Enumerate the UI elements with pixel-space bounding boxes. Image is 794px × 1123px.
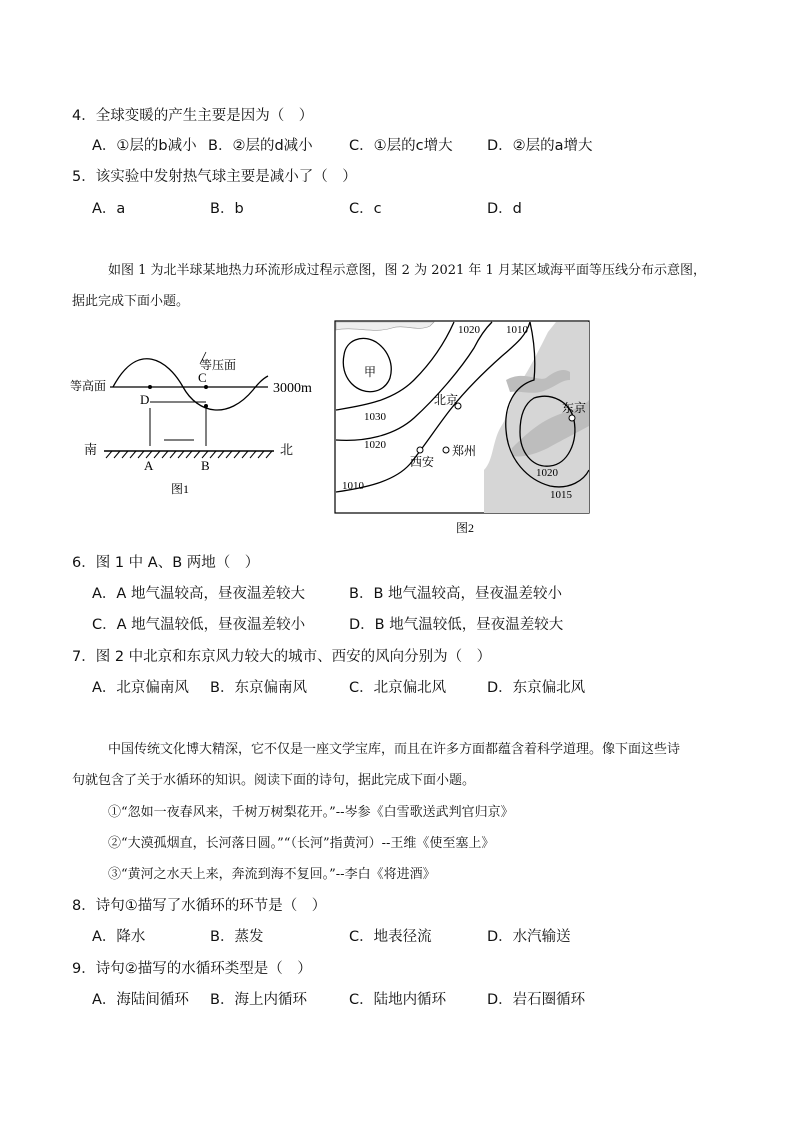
ground-hatching: [106, 451, 272, 458]
question-7-stem: 7．图 2 中北京和东京风力较大的城市、西安的风向分别为（ ）: [72, 649, 492, 665]
intro-3-line-2: 句就包含了关于水循环的知识。阅读下面的诗句，据此完成下面小题。: [72, 773, 476, 788]
place-tokyo: 东京: [562, 401, 587, 415]
isobar-label-1010-top: 1010: [506, 324, 528, 336]
question-4-stem: 4．全球变暖的产生主要是因为（ ）: [72, 108, 314, 124]
tokyo-marker: [569, 415, 575, 421]
place-xian: 西安: [410, 455, 435, 469]
point-d: [148, 385, 152, 389]
q5-option-a: A．a: [92, 201, 126, 217]
q4-option-b: B．②层的d减小: [208, 138, 313, 154]
question-8-stem: 8．诗句①描写了水循环的环节是（ ）: [72, 898, 327, 914]
q6-option-b: B．B 地气温较高，昼夜温差较小: [349, 586, 563, 602]
label-north: 北: [280, 442, 294, 457]
q8-option-d: D．水汽输送: [487, 929, 571, 945]
label-south: 南: [84, 442, 98, 457]
isobar-label-1020-right: 1020: [536, 467, 558, 479]
q5-option-c: C．c: [349, 201, 382, 217]
intro-2-line-2: 据此完成下面小题。: [72, 294, 190, 309]
label-3000m: 3000m: [273, 381, 312, 396]
question-6-stem: 6．图 1 中 A、B 两地（ ）: [72, 555, 260, 571]
q4-option-a: A．①层的b减小: [92, 138, 197, 154]
isobar-label-1020-top: 1020: [458, 324, 480, 336]
label-contour-surface: 等高面: [70, 379, 107, 393]
place-zhengzhou: 郑州: [452, 444, 477, 458]
question-9-stem: 9．诗句②描写的水循环类型是（ ）: [72, 961, 312, 977]
place-jia: 甲: [364, 365, 377, 379]
label-b: B: [201, 458, 210, 473]
point-below-c: [204, 404, 208, 408]
q6-option-c: C．A 地气温较低，昼夜温差较小: [92, 617, 306, 633]
q7-option-a: A．北京偏南风: [92, 680, 189, 696]
intro-2-line-1: 如图 1 为北半球某地热力环流形成过程示意图，图 2 为 2021 年 1 月某区域海平面等压线分布示意图，: [108, 263, 706, 278]
zhengzhou-marker: [443, 447, 449, 453]
poem-2: ②“大漠孤烟直，长河落日圆。”“（长河”指黄河）--王维《使至塞上》: [108, 836, 495, 851]
figure-2-caption: 图2: [456, 521, 475, 535]
figure-2-isobar-map: [334, 320, 590, 540]
isobar-label-1015: 1015: [550, 489, 572, 501]
question-5-stem: 5．该实验中发射热气球主要是减小了（ ）: [72, 169, 357, 185]
q8-option-a: A．降水: [92, 929, 146, 945]
q5-option-d: D．d: [487, 201, 522, 217]
point-c: [204, 385, 208, 389]
label-a: A: [144, 458, 154, 473]
xian-marker: [417, 447, 423, 453]
q9-option-b: B．海上内循环: [210, 992, 307, 1008]
isobar-label-1030: 1030: [364, 411, 386, 423]
isobar-label-1020-left: 1020: [364, 439, 386, 451]
label-c: C: [198, 370, 207, 385]
q7-option-d: D．东京偏北风: [487, 680, 586, 696]
isobar-label-1010-left: 1010: [342, 480, 364, 492]
figure-1-caption: 图1: [171, 482, 190, 496]
intro-3-line-1: 中国传统文化博大精深，它不仅是一座文学宝库，而且在许多方面都蕴含着科学道理。像下面这些诗: [108, 742, 681, 757]
label-isobaric-surface: 等压面: [200, 358, 237, 372]
q4-option-c: C．①层的c增大: [349, 138, 453, 154]
q5-option-b: B．b: [210, 201, 244, 217]
q8-option-c: C．地表径流: [349, 929, 432, 945]
q6-option-a: A．A 地气温较高，昼夜温差较大: [92, 586, 305, 602]
poem-1: ①“忽如一夜春风来，千树万树梨花开。”--岑参《白雪歌送武判官归京》: [108, 805, 514, 820]
q9-option-c: C．陆地内循环: [349, 992, 447, 1008]
q6-option-d: D．B 地气温较低，昼夜温差较大: [349, 617, 564, 633]
poem-3: ③“黄河之水天上来，奔流到海不复回。”--李白《将进酒》: [108, 867, 436, 882]
q9-option-d: D．岩石圈循环: [487, 992, 586, 1008]
q7-option-b: B．东京偏南风: [210, 680, 307, 696]
q4-option-d: D．②层的a增大: [487, 138, 593, 154]
place-beijing: 北京: [434, 393, 459, 407]
label-d: D: [140, 392, 150, 407]
q7-option-c: C．北京偏北风: [349, 680, 447, 696]
q9-option-a: A．海陆间循环: [92, 992, 189, 1008]
figure-1-thermal-circulation: [68, 350, 328, 500]
q8-option-b: B．蒸发: [210, 929, 264, 945]
